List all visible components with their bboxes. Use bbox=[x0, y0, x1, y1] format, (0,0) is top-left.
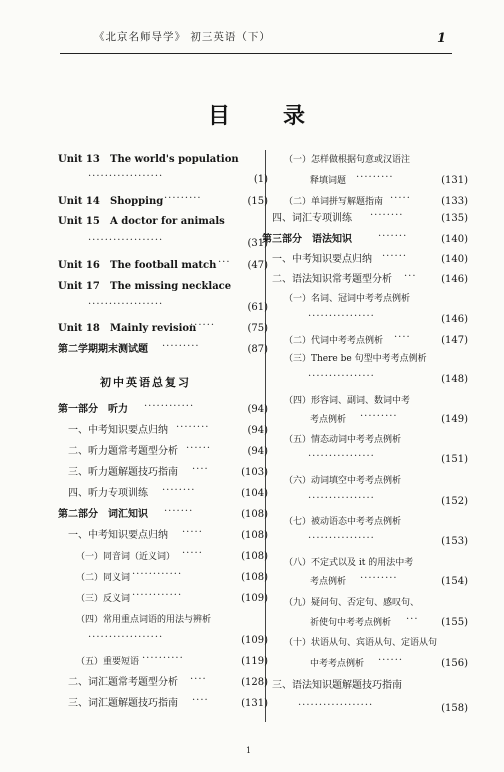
toc-entry-part2-item-8: 三、词汇题解题技巧指南 ···· (131) bbox=[68, 695, 268, 709]
toc-right-item: ·················· (158) bbox=[298, 700, 468, 714]
toc-title-char-1: 目 bbox=[208, 103, 231, 129]
toc-entry-unit17: Unit 17 The missing necklace bbox=[58, 281, 232, 292]
toc-entry-part2-item-6: （五）重要短语 ·········· (119) bbox=[76, 653, 268, 667]
toc-right-item: 释填词题 ········· (131) bbox=[310, 172, 468, 186]
toc-right-item: （四）形容词、副词、数词中考 bbox=[284, 396, 411, 406]
toc-right-item: （一）名词、冠词中考考点例析 bbox=[284, 294, 411, 304]
toc-right-item: （七）被动语态中考考点例析 bbox=[284, 517, 402, 527]
toc-entry-unit16: Unit 16 The football match ··· (47) bbox=[58, 257, 268, 271]
toc-entry-part1: 第一部分 听力 ············ (94) bbox=[58, 401, 268, 415]
toc-right-item: （五）情态动词中考考点例析 bbox=[284, 435, 402, 445]
toc-right-item: （一）怎样做根据句意或汉语注 bbox=[284, 155, 411, 165]
toc-right-item: 二、语法知识常考题型分析 ··· (146) bbox=[272, 271, 468, 285]
toc-right-item: ················ (146) bbox=[308, 311, 468, 325]
toc-entry-part2: 第二部分 词汇知识 ······· (108) bbox=[58, 506, 268, 520]
toc-entry-part2-item-5-page: ·················· (109) bbox=[88, 632, 268, 646]
toc-right-item: 第三部分 语法知识 ······· (140) bbox=[262, 231, 468, 245]
toc-entry-part1-item-1: 一、中考知识要点归纳 ········ (94) bbox=[68, 422, 268, 436]
toc-entry-final-exam: 第二学期期末测试题 ········· (87) bbox=[58, 341, 268, 355]
footer-mark: 1 bbox=[246, 746, 252, 755]
toc-right-item: 考点例析 ········· (154) bbox=[310, 573, 468, 587]
running-head: 《北京名师导学》 初三英语（下） bbox=[94, 31, 271, 43]
toc-right-item: ················ (153) bbox=[308, 533, 468, 547]
toc-right-item: （九）疑问句、否定句、感叹句、 bbox=[284, 598, 420, 608]
toc-right-item: 一、中考知识要点归纳 ······ (140) bbox=[272, 251, 468, 265]
toc-right-item: 祈使句中考考点例析 ··· (155) bbox=[310, 614, 468, 628]
toc-right-item: 四、词汇专项训练 ········ (135) bbox=[272, 210, 468, 224]
toc-entry-unit13-page: ·················· (1) bbox=[88, 171, 268, 185]
toc-right-item: ················ (148) bbox=[308, 371, 468, 385]
toc-entry-part2-item-3: （二）同义词 ············ (108) bbox=[76, 569, 268, 583]
toc-entry-part2-item-7: 二、词汇题常考题型分析 ···· (128) bbox=[68, 674, 268, 688]
toc-entry-unit13: Unit 13 The world's population bbox=[58, 154, 239, 165]
toc-right-item: ················ (152) bbox=[308, 493, 468, 507]
toc-entry-part1-item-4: 四、听力专项训练 ········ (104) bbox=[68, 485, 268, 499]
toc-right-item: ················ (151) bbox=[308, 451, 468, 465]
toc-right-item: 考点例析 ········· (149) bbox=[310, 411, 468, 425]
toc-entry-part2-item-4: （三）反义词 ············ (109) bbox=[76, 590, 268, 604]
toc-entry-part2-item-5: （四）常用重点词语的用法与辨析 bbox=[76, 615, 212, 625]
toc-entry-part2-item-2: （一）同音词（近义词） ····· (108) bbox=[76, 548, 268, 562]
toc-right-item: 三、语法知识题解题技巧指南 bbox=[272, 680, 402, 691]
toc-entry-unit18: Unit 18 Mainly revision ······ (75) bbox=[58, 320, 268, 334]
toc-right-item: （八）不定式以及 it 的用法中考 bbox=[284, 558, 414, 568]
toc-entry-part1-item-2: 二、听力题常考题型分析 ······ (94) bbox=[68, 443, 268, 457]
toc-entry-unit17-page: ·················· (61) bbox=[88, 299, 268, 313]
review-heading: 初中英语总复习 bbox=[100, 376, 191, 389]
toc-entry-part1-item-3: 三、听力题解题技巧指南 ···· (103) bbox=[68, 464, 268, 478]
toc-title-char-2: 录 bbox=[283, 103, 306, 129]
toc-right-item: 中考考点例析 ······ (156) bbox=[310, 655, 468, 669]
toc-entry-unit15-page: ·················· (31) bbox=[88, 235, 268, 249]
header-rule bbox=[60, 53, 452, 54]
page-number: 1 bbox=[436, 31, 446, 46]
toc-entry-unit14: Unit 14 Shopping ········· (15) bbox=[58, 193, 268, 207]
toc-right-item: （十）状语从句、宾语从句、定语从句 bbox=[284, 638, 438, 648]
toc-entry-part2-item-1: 一、中考知识要点归纳 ····· (108) bbox=[68, 527, 268, 541]
toc-right-item: （三）There be 句型中考考点例析 bbox=[284, 354, 427, 364]
toc-right-item: （六）动词填空中考考点例析 bbox=[284, 476, 402, 486]
toc-right-item: （二）代词中考考点例析 ···· (147) bbox=[284, 332, 468, 346]
toc-entry-unit15: Unit 15 A doctor for animals bbox=[58, 216, 225, 227]
toc-right-item: （二）单词拼写解题指南 ····· (133) bbox=[284, 193, 468, 207]
